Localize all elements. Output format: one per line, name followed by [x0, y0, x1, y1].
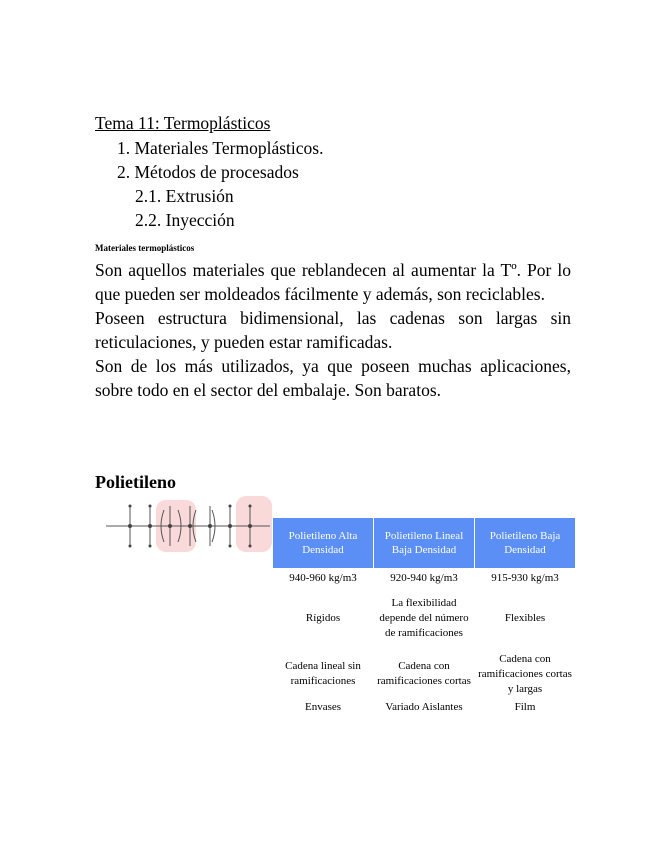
paragraph: Son aquellos materiales que reblandecen al aumentar la Tº. Por lo que pueden ser moldeados fácilmente y además, son reciclables.	[95, 260, 571, 304]
column-header: Polietileno Alta Densidad	[273, 518, 374, 569]
table-cell: Rígidos	[305, 611, 341, 624]
table-cell: La flexibilidad depende del número de ramificaciones	[379, 596, 469, 639]
section-heading: Materiales termoplásticos	[95, 243, 195, 253]
table-cell: Cadena con ramificaciones cortas y largas	[478, 652, 572, 695]
table-cell: Variado Aislantes	[385, 701, 463, 713]
polyethylene-molecule-diagram	[104, 496, 274, 556]
column-header: Polietileno Lineal Baja Densidad	[374, 518, 475, 569]
table-row	[273, 569, 576, 588]
table-cell: 915-930 kg/m3	[491, 571, 559, 584]
table-cell: 920-940 kg/m3	[390, 571, 458, 584]
polyethylene-properties-table	[272, 517, 576, 716]
outline-item: 2.2. Inyección	[135, 210, 235, 230]
topic-outline	[0, 136, 324, 232]
body-text	[95, 258, 571, 402]
paragraph: Poseen estructura bidimensional, las cadenas son largas sin reticulaciones, y pueden estar ramificadas.	[95, 308, 571, 352]
outline-item: 2. Métodos de procesados	[117, 162, 299, 182]
table-row	[273, 699, 576, 716]
table-header-row	[273, 518, 576, 569]
table-cell: Film	[514, 701, 536, 713]
document-title: Tema 11: Termoplásticos	[95, 113, 271, 133]
paragraph: Son de los más utilizados, ya que poseen muchas aplicaciones, sobre todo en el sector del embalaje. Son baratos.	[95, 356, 571, 400]
polietileno-heading: Polietileno	[95, 472, 176, 492]
column-header: Polietileno Baja Densidad	[475, 518, 576, 569]
table-cell: Envases	[304, 701, 342, 713]
table-cell: 940-960 kg/m3	[289, 571, 357, 584]
table-row	[273, 587, 576, 649]
outline-item: 2.1. Extrusión	[135, 186, 234, 206]
table-cell: Cadena con ramificaciones cortas	[377, 660, 471, 687]
table-row	[273, 649, 576, 699]
outline-item: 1. Materiales Termoplásticos.	[117, 138, 324, 158]
table-cell: Flexibles	[504, 611, 546, 624]
table-cell: Cadena lineal sin ramificaciones	[285, 660, 361, 687]
highlight-box	[236, 496, 272, 552]
